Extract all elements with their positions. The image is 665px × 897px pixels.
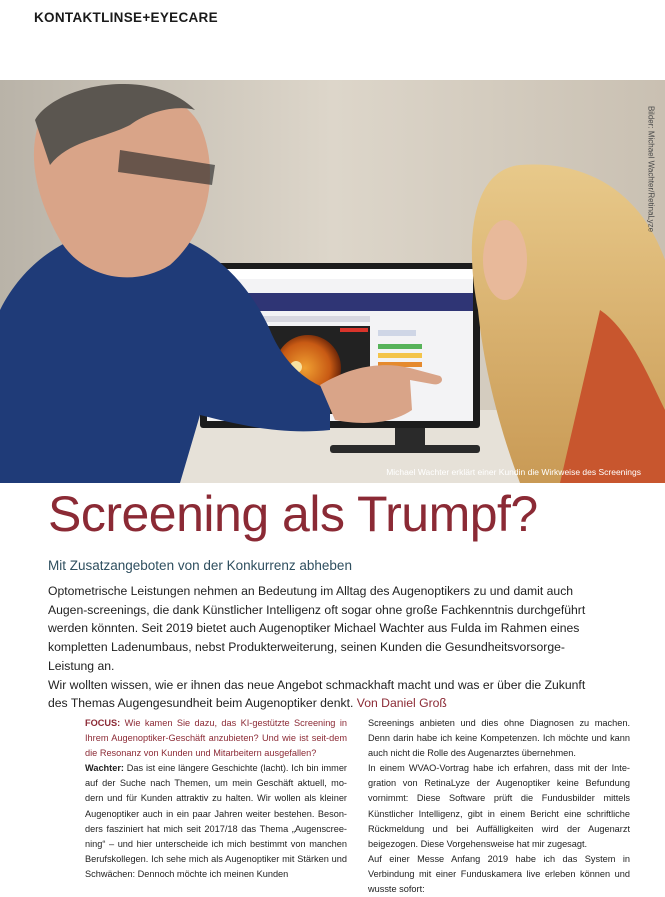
column-left xyxy=(85,716,347,882)
focus-label: FOCUS: xyxy=(85,718,121,728)
article-subtitle: Mit Zusatzangeboten von der Konkurrenz abheben xyxy=(48,558,352,573)
lead-paragraph-2 xyxy=(48,676,608,713)
section-header: KONTAKTLINSE+EYECARE xyxy=(34,10,218,25)
answer-1-continued: Screenings anbieten und dies ohne Diagnosen zu machen. Denn darin habe ich keine Kompetenzen. Ich möchte und kann auch nicht die Rolle des Augenarztes übernehmen. xyxy=(368,718,630,759)
question-1 xyxy=(85,716,347,761)
column-right xyxy=(368,716,630,897)
answer-label: Wachter: xyxy=(85,763,124,774)
author-byline: Von Daniel Groß xyxy=(356,696,447,711)
answer-1-text: Das ist eine längere Geschichte (lacht). Ich bin immer auf der Suche nach Themen, um mein Geschäft aktuell, mo-dern und für Kunden attraktiv zu halten. Wir wollen als kleiner Augenoptiker auch in ein paar Jahren weiter bestehen. Beson-ders fasziniert hat mich seit 2017/18 das Thema „Augenscree-ning“ – und hier unterscheide ich mich bestimmt von manchen Berufskollegen. Ich sehe mich als Augenoptiker mit Stärken und Schwächen: Dennoch möchte ich meinen Kunden xyxy=(85,763,347,879)
photo-illustration xyxy=(0,80,665,483)
lead-paragraph-1: Optometrische Leistungen nehmen an Bedeutung im Alltag des Augenoptikers zu und damit auch Augen-screenings, die dank Künstlicher Intelligenz oft sogar ohne große Fachkenntnis durchgeführt werden könnten. Seit 2019 bietet auch Augenoptiker Michael Wachter aus Fulda im Rahmen eines kompletten Ladenumbaus, nebst Produkterweiterung, seinen Kunden die Gesundheitsvorsorge-Leistung an. xyxy=(48,584,586,673)
photo-caption: Michael Wachter erklärt einer Kundin die Wirkweise des Screenings xyxy=(386,467,641,477)
article-title: Screening als Trumpf? xyxy=(48,486,538,542)
photo-credit-text: Bilder: Michael Wachter/RetinaLyze xyxy=(646,105,656,233)
answer-3: Auf einer Messe Anfang 2019 habe ich das System in Verbindung mit einer Funduskamera live erleben können und wusste sofort: xyxy=(368,853,630,895)
question-1-text: Wie kamen Sie dazu, das KI-gestützte Screening in Ihrem Augenoptiker-Geschäft anzubieten? Und wie ist seit-dem die Resonanz von Kunden und Mitarbeitern ausgefallen? xyxy=(85,718,347,759)
answer-2: In einem WVAO-Vortrag habe ich erfahren, dass mit der Inte-gration von RetinaLyze der Augenoptiker keine Befundung vornimmt: Diese Software prüft die Fundusbilder mittels Künstlicher Intelligenz, gibt in einem Bericht eine schriftliche Rückmeldung und bei Auffälligkeiten wird der Augenarzt beigezogen. Diese Vorgehensweise hat mir zugesagt. xyxy=(368,763,630,849)
article-lead xyxy=(48,582,608,713)
answer-1 xyxy=(85,761,347,882)
lead-text-2: Wir wollten wissen, wie er ihnen das neue Angebot schmackhaft macht und was er über die Zukunft des Themas Augengesundheit beim Augenoptiker denkt. xyxy=(48,677,586,711)
article-photo xyxy=(0,80,665,483)
photo-credit xyxy=(642,84,660,254)
